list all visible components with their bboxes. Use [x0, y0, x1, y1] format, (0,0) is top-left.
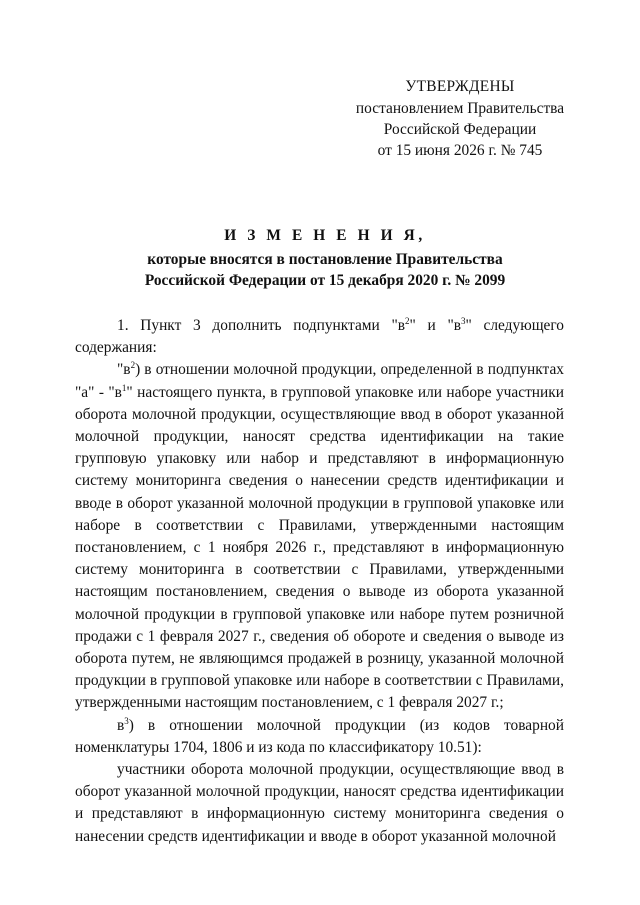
approval-stamp — [330, 76, 590, 161]
paragraph-participants: участники оборота молочной продукции, осуществляющие ввод в оборот указанной молочной продукции, наносят средства идентификации и представляют в информационную систему мониторинга сведения о нанесении средств идентификации и вводе в оборот указанной молочной — [75, 761, 564, 845]
subitem-v2-sup: 2 — [130, 360, 136, 371]
approval-line-3: от 15 июня 2026 г. № 745 — [377, 142, 543, 159]
subtitle-line-2: Российской Федерации от 15 декабря 2020 г. № 2099 — [144, 272, 506, 289]
document-heading: И З М Е Н Е Н И Я, — [224, 227, 426, 244]
item-1-end: " следующего содержания: — [75, 317, 564, 357]
subitem-v3-lead: в — [117, 716, 125, 734]
document-body — [75, 315, 564, 848]
paragraph-subitem-v2 — [75, 359, 564, 714]
approval-line-1: постановлением Правительства — [355, 100, 565, 117]
subitem-v2-text-b: " настоящего пункта, в групповой упаковке или наборе участники оборота молочной продукции, осуществляющие ввод в оборот указанной молочной продукции, наносят средства идентификации на такие групповую упаковку или набор и представляют в информационную систему мониторинга сведения о нанесении средств идентификации и вводе в оборот указанной молочной продукции в групповой упаковке или наборе в соответствии с Правилами, утвержденными настоящим постановлением, с 1 ноября 2026 г., представляют в информационную систему мониторинга в соответствии с Правилами, утвержденными настоящим постановлением, сведения о выводе из оборота указанной молочной продукции в групповой упаковке или наборе путем розничной продажи с 1 февраля 2027 г., сведения об обороте и сведения о выводе из оборота путем, не являющимся продажей в розницу, указанной молочной продукции в групповой упаковке или наборе в соответствии с Правилами, утвержденными настоящим постановлением, с 1 февраля 2027 г.; — [75, 383, 564, 712]
paragraph-subitem-v3 — [75, 715, 564, 759]
subtitle-line-1: которые вносятся в постановление Правительства — [147, 251, 503, 268]
item-1-sup-2: 3 — [461, 315, 466, 326]
approval-line-2: Российской Федерации — [383, 121, 537, 138]
subitem-v2-lead: "в — [117, 361, 131, 379]
approval-title: УТВЕРЖДЕНЫ — [405, 78, 515, 95]
subitem-v2-sup-ref: 1 — [121, 382, 127, 393]
subitem-v3-sup: 3 — [124, 715, 129, 726]
item-1-sup-1: 2 — [405, 315, 410, 326]
paragraph-item-1 — [75, 315, 564, 359]
item-1-intro: 1. Пункт 3 дополнить подпунктами "в — [117, 317, 406, 334]
subitem-v3-text: ) в отношении молочной продукции (из кодов товарной номенклатуры 1704, 1806 и из кода по классификатору 10.51): — [75, 716, 564, 756]
item-1-mid: " и "в — [409, 317, 462, 334]
document-subtitle — [60, 249, 590, 291]
subitem-v2-text-a: ) в отношении молочной продукции, определенной в подпунктах "а" - "в — [75, 361, 564, 401]
